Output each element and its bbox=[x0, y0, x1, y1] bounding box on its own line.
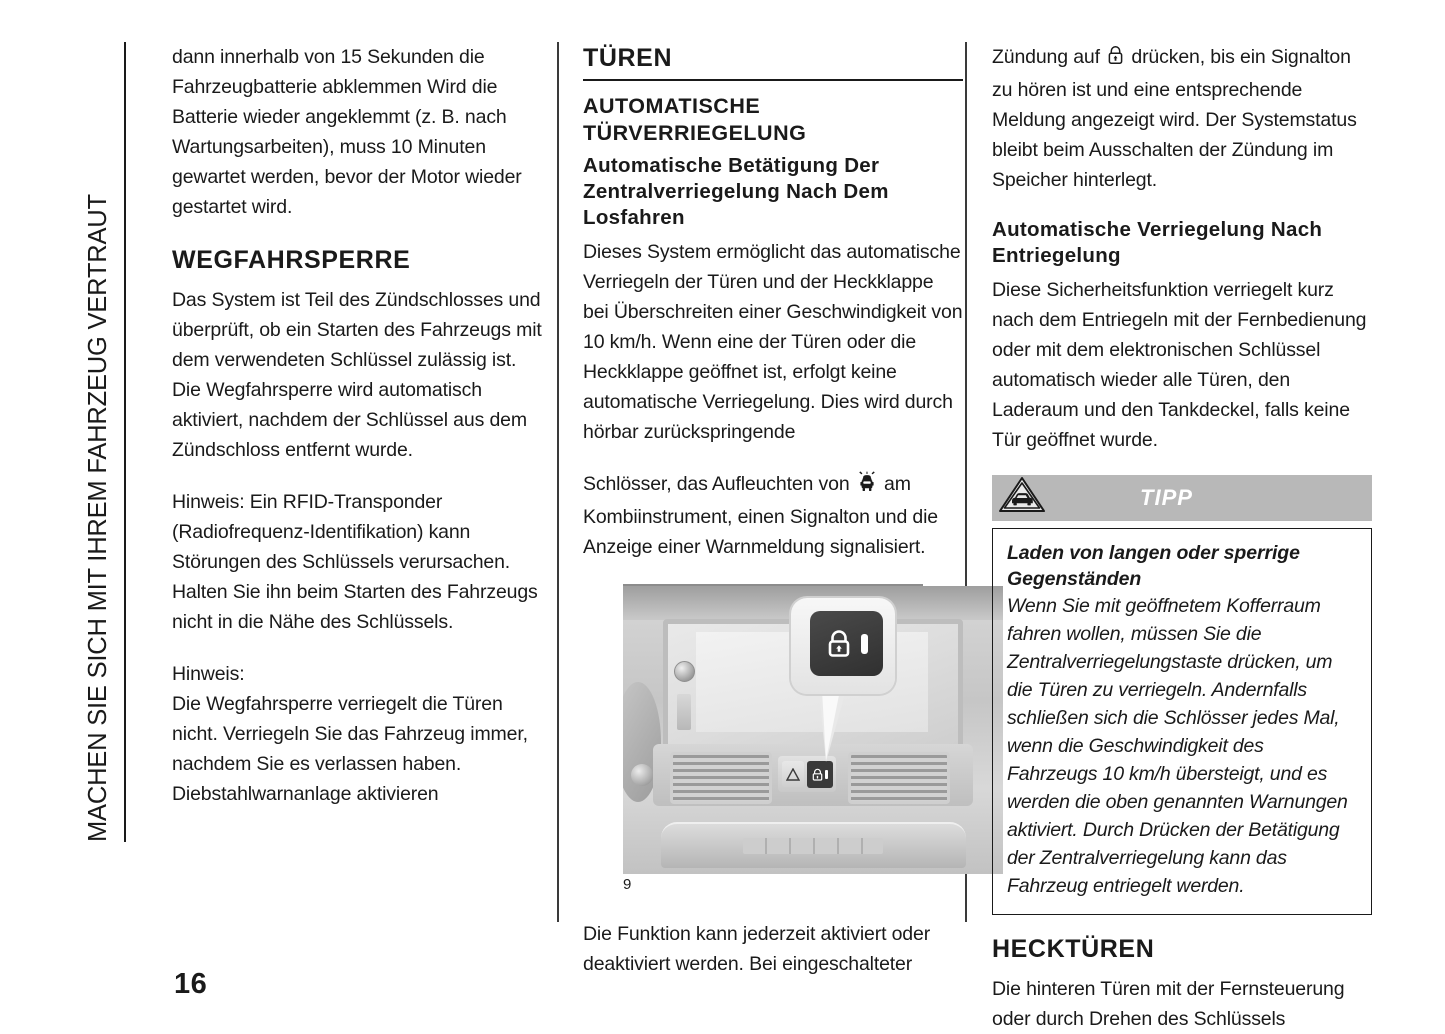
air-vent-right bbox=[848, 752, 950, 804]
page-number: 16 bbox=[174, 968, 208, 1000]
column-1 bbox=[172, 42, 552, 831]
tipp-header-band bbox=[992, 475, 1372, 521]
car-hazard-lights-icon bbox=[857, 471, 877, 502]
heading-hecktueren: HECKTÜREN bbox=[992, 935, 1155, 963]
column-2 bbox=[583, 42, 963, 979]
col2-paragraph-2 bbox=[583, 469, 963, 562]
warning-triangle-car-icon bbox=[999, 476, 1047, 521]
col3-paragraph-1-lead: Zündung auf bbox=[992, 46, 1106, 68]
col3-paragraph-1 bbox=[992, 42, 1372, 195]
tipp-body-text: Wenn Sie mit geöffnetem Kofferraum fahren wollen, müssen Sie die Zentralverriegelungstaste drücken, um die Türen zu verriegeln. Andernfalls schließen sich die Schlösser jedes Mal, wenn die Geschwindigkeit des Fahrzeugs 10 km/h übersteigt, und es werden die oben genannten Warnungen aktiviert. Durch Drücken der Betätigung der Zentralverriegelung kann das Fahrzeug entriegelt werden. bbox=[1007, 595, 1348, 897]
col2-paragraph-2-lead: Schlösser, das Aufleuchten von bbox=[583, 473, 855, 495]
column-divider-1 bbox=[557, 42, 559, 922]
heading-automatische-tuerverriegelung: AUTOMATISCHE TÜRVERRIEGELUNG bbox=[583, 94, 807, 145]
note-2-text: Die Wegfahrsperre verriegelt die Türen nicht. Verriegeln Sie das Fahrzeug immer, nachdem Sie es verlassen haben. Diebstahlwarnanlage aktivieren bbox=[172, 693, 528, 805]
padlock-icon bbox=[1107, 45, 1124, 75]
col2-paragraph-1: Dieses System ermöglicht das automatische Verriegeln der Türen und der Heckklappe bei Überschreiten einer Geschwindigkeit von 10 km/h. Wenn eine der Türen oder die Heckklappe geöffnet ist, erfolgt keine automatische Verriegelung. Dies wird durch hörbar zurückspringende bbox=[583, 241, 963, 443]
col3-paragraph-2: Diese Sicherheitsfunktion verriegelt kurz nach dem Entriegeln mit der Fernbedienung oder mit dem elektronischen Schlüssel automatisch wieder alle Türen, den Laderaum und den Tankdeckel, falls keine Tür geöffnet wurde. bbox=[992, 279, 1367, 451]
lock-button-icon bbox=[826, 629, 852, 659]
running-head-text: MACHEN SIE SICH MIT IHREM FAHRZEUG VERTRAUT bbox=[83, 194, 112, 842]
climate-control-keys bbox=[743, 838, 883, 854]
note-1-label: Hinweis: bbox=[172, 491, 245, 513]
col3-paragraph-3: Die hinteren Türen mit der Fernsteuerung oder durch Drehen des Schlüssels bbox=[992, 978, 1345, 1030]
figure-image-dashboard bbox=[623, 586, 1003, 874]
note-1-text: Ein RFID-Transponder (Radiofrequenz-Identifikation) kann Störungen des Schlüssels verursachen. Halten Sie ihn beim Starten des Fahrzeugs nicht in die Nähe des Schlüssels. bbox=[172, 491, 538, 633]
callout-bubble bbox=[791, 598, 895, 694]
wegfahrsperre-paragraph-2: Die Wegfahrsperre wird automatisch aktiviert, nachdem der Schlüssel aus dem Zündschloss entfernt wurde. bbox=[172, 379, 527, 461]
sidebar-divider-rule bbox=[124, 42, 126, 842]
hazard-warning-button bbox=[782, 761, 804, 787]
steering-column-knob bbox=[631, 764, 653, 786]
warning-triangle-icon bbox=[786, 768, 800, 781]
note-1 bbox=[172, 487, 552, 637]
callout-indicator-bar bbox=[861, 634, 868, 654]
callout-leader-line bbox=[819, 690, 846, 762]
figure-caption: 9 bbox=[623, 876, 632, 893]
heading-automatische-betaetigung: Automatische Betätigung Der Zentralverriegelung Nach Dem Losfahren bbox=[583, 154, 889, 229]
lock-icon bbox=[812, 768, 823, 781]
button-indicator-bar bbox=[825, 770, 828, 779]
intro-paragraph: dann innerhalb von 15 Sekunden die Fahrzeugbatterie abklemmen Wird die Batterie wieder angeklemmt (z. B. nach Wartungsarbeiten), muss 10 Minuten gewartet werden, bevor der Motor wieder gestartet wird. bbox=[172, 46, 522, 218]
tipp-heading: Laden von langen oder sperrige Gegenständen bbox=[1007, 542, 1300, 590]
volume-knob bbox=[674, 661, 695, 682]
figure-center-console bbox=[623, 584, 923, 895]
central-locking-button bbox=[807, 761, 833, 788]
col3-paragraph-1-tail: drücken, bis ein Signalton zu hören ist und eine entsprechende Meldung angezeigt wird. Der Systemstatus bleibt beim Ausschalten der Zündung im Speicher hinterlegt. bbox=[992, 46, 1357, 191]
air-vent-left bbox=[670, 752, 772, 804]
callout-button-face bbox=[810, 611, 883, 676]
column-3 bbox=[992, 42, 1372, 1034]
heading-tueren: TÜREN bbox=[583, 42, 963, 81]
screen-side-keys bbox=[677, 694, 691, 730]
col2-paragraph-3: Die Funktion kann jederzeit aktiviert oder deaktiviert werden. Bei eingeschalteter bbox=[583, 923, 931, 975]
tipp-content-box bbox=[992, 528, 1372, 915]
heading-wegfahrsperre: WEGFAHRSPERRE bbox=[172, 246, 411, 274]
col2-paragraph-2-tail: am Kombiinstrument, einen Signalton und die Anzeige einer Warnmeldung signalisiert. bbox=[583, 473, 938, 558]
tipp-title: TIPP bbox=[1140, 485, 1193, 510]
heading-automatische-verriegelung: Automatische Verriegelung Nach Entriegelung bbox=[992, 218, 1323, 267]
note-2-label: Hinweis: bbox=[172, 663, 245, 685]
running-head-sidebar bbox=[78, 42, 138, 842]
wegfahrsperre-paragraph-1: Das System ist Teil des Zündschlosses und überprüft, ob ein Starten des Fahrzeugs mit dem verwendeten Schlüssel zulässig ist. bbox=[172, 289, 542, 371]
